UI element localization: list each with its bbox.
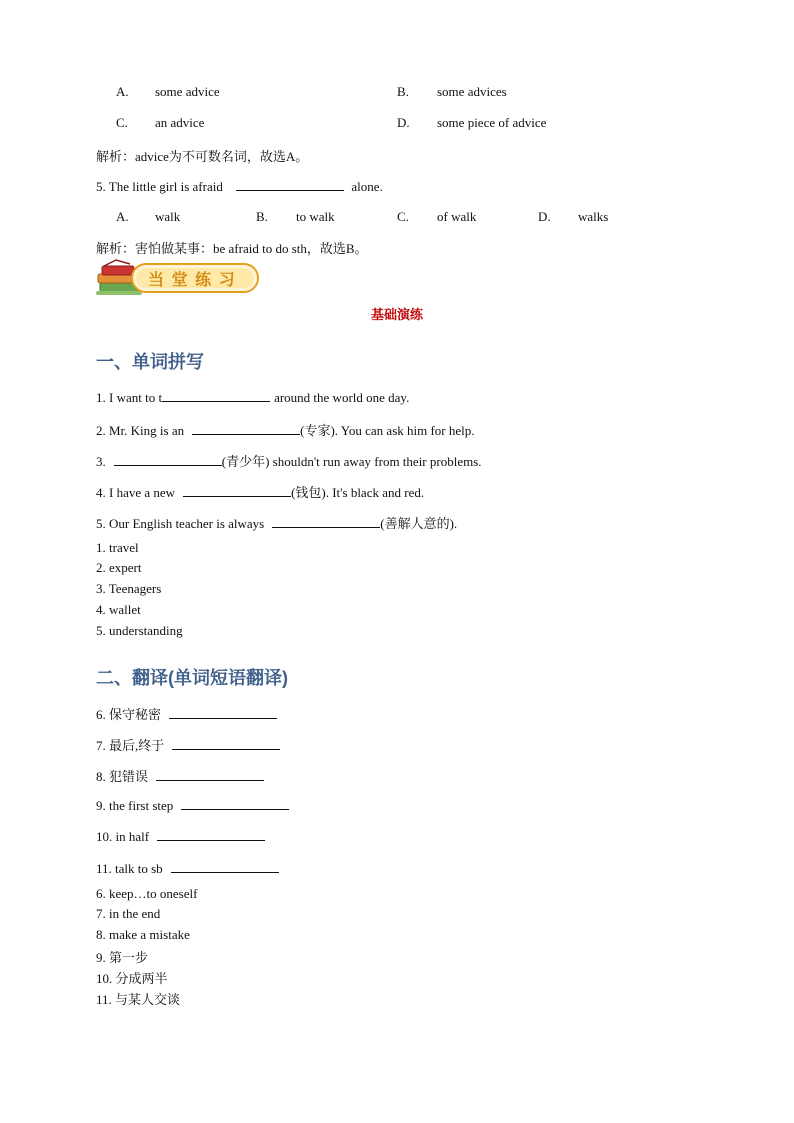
answer-blank[interactable] [236, 178, 344, 191]
option-text: to walk [296, 209, 335, 224]
question-stem: 1. I want to t [96, 390, 163, 405]
option-letter: A. [116, 209, 129, 224]
option-text: some advices [437, 84, 507, 99]
option-letter: C. [397, 209, 409, 224]
answer-item: 4. wallet [96, 602, 141, 617]
answer-item: 5. understanding [96, 623, 183, 638]
answer-blank[interactable] [169, 706, 277, 719]
option-letter: D. [538, 209, 551, 224]
question-stem: 10. in half [96, 829, 150, 844]
option-letter: D. [397, 115, 410, 130]
question-row [96, 389, 409, 406]
answer-blank[interactable] [172, 737, 280, 750]
question-5 [96, 178, 383, 195]
answer-item: 6. keep…to oneself [96, 886, 198, 901]
banner-title: 当 堂 练 习 [148, 270, 236, 289]
option-text: some piece of advice [437, 115, 547, 130]
question-stem: (青少年) shouldn't run away from their problems. [221, 454, 482, 469]
answer-blank[interactable] [156, 768, 264, 781]
question-row [96, 704, 277, 723]
question-row [96, 513, 457, 532]
question-stem: 8. 犯错误 [96, 769, 149, 784]
section-title: 一、单词拼写 [96, 352, 204, 372]
question-stem: 2. Mr. King is an [96, 423, 185, 438]
question-stem: around the world one day. [274, 390, 410, 405]
question-stem: 9. the first step [96, 798, 174, 813]
question-row [96, 420, 475, 439]
option-letter: A. [116, 84, 129, 99]
answer-blank[interactable] [162, 389, 270, 402]
question-row [96, 735, 280, 754]
answer-blank[interactable] [171, 860, 279, 873]
question-stem: 5. The little girl is afraid [96, 179, 223, 194]
section-title: 二、翻译(单词短语翻译) [96, 668, 288, 688]
question-stem: alone. [351, 179, 383, 194]
answer-blank[interactable] [157, 828, 265, 841]
answer-blank[interactable] [183, 484, 291, 497]
question-row [96, 482, 424, 501]
question-stem: 3. [96, 454, 106, 469]
option-text: an advice [155, 115, 205, 130]
option-letter: C. [116, 115, 128, 130]
question-stem: (专家). You can ask him for help. [300, 423, 475, 438]
answer-item: 1. travel [96, 540, 139, 555]
question-row [96, 828, 265, 845]
option-text: some advice [155, 84, 220, 99]
question-row [96, 860, 279, 877]
question-row [96, 766, 264, 785]
question-stem: 11. talk to sb [96, 861, 163, 876]
question-stem: 4. I have a new [96, 485, 176, 500]
question-stem: 7. 最后,终于 [96, 738, 165, 753]
answer-blank[interactable] [114, 453, 222, 466]
question-stem: 5. Our English teacher is always [96, 516, 265, 531]
option-text: walks [578, 209, 609, 224]
question-stem: 6. 保守秘密 [96, 707, 162, 722]
answer-item: 10. 分成两半 [96, 971, 168, 986]
answer-item: 3. Teenagers [96, 581, 162, 596]
option-letter: B. [397, 84, 409, 99]
analysis-text: 解析：advice为不可数名词，故选A。 [96, 149, 309, 164]
option-text: of walk [437, 209, 477, 224]
analysis-text: 解析：害怕做某事：be afraid to do sth，故选B。 [96, 241, 368, 256]
answer-blank[interactable] [272, 515, 380, 528]
answer-item: 2. expert [96, 560, 142, 575]
answer-blank[interactable] [192, 422, 300, 435]
subtitle: 基础演练 [370, 307, 423, 322]
answer-item: 11. 与某人交谈 [96, 992, 181, 1007]
answer-blank[interactable] [181, 797, 289, 810]
answer-item: 8. make a mistake [96, 927, 190, 942]
answer-item: 7. in the end [96, 906, 161, 921]
question-row [96, 451, 482, 470]
option-letter: B. [256, 209, 268, 224]
question-stem: (钱包). It's black and red. [291, 485, 425, 500]
answer-item: 9. 第一步 [96, 950, 149, 965]
question-stem: (善解人意的). [380, 516, 458, 531]
question-row [96, 797, 289, 814]
option-text: walk [155, 209, 181, 224]
practice-banner [96, 258, 262, 300]
